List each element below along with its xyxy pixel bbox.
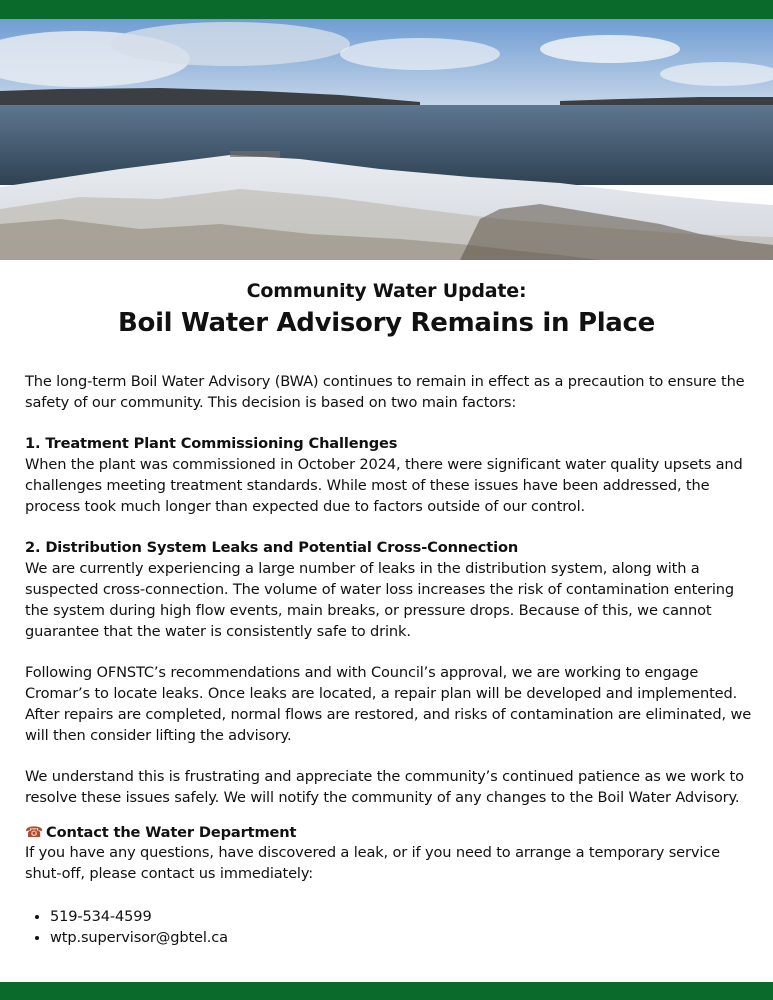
contact-list [25,906,753,948]
intro-paragraph: The long-term Boil Water Advisory (BWA) continues to remain in effect as a precaution to ensure the safety of our community. This decision is based on two main factors: [25,373,745,411]
section-2-body: We are currently experiencing a large number of leaks in the distribution system, along with a suspected cross-connection. The volume of water loss increases the risk of contamination entering the system during high flow events, main breaks, or pressure drops. Because of this, we cannot guarantee that the water is consistently safe to drink. [25,560,735,640]
hero-photo [0,19,773,260]
contact-phone[interactable]: • 519-534-4599 [50,906,753,927]
contact-text: If you have any questions, have discovered a leak, or if you need to arrange a temporary service shut-off, please contact us immediately: [25,844,720,883]
followup-paragraph: Following OFNSTC’s recommendations and with Council’s approval, we are working to engage Cromar’s to locate leaks. Once leaks are located, a repair plan will be developed and implemented. After repairs are completed, normal flows are restored, and risks of contamination are eliminated, we will then consider lifting the advisory. [25,664,752,744]
closing-paragraph: We understand this is frustrating and appreciate the community’s continued patience as we work to resolve these issues safely. We will notify the community of any changes to the Boil Water Advisory. [25,768,744,806]
bottom-green-band [0,982,773,1000]
article-body [25,372,753,948]
top-green-band [0,0,773,19]
contact-heading [25,823,753,844]
subtitle: Community Water Update: [246,280,527,302]
contact-heading-label: Contact the Water Department [46,823,297,841]
section-1-heading: 1. Treatment Plant Commissioning Challenges [25,435,398,453]
phone-icon: ☎ [25,823,44,841]
section-1-body: When the plant was commissioned in October 2024, there were significant water quality upsets and challenges meeting treatment standards. While most of these issues have been addressed, the process took much longer than expected due to factors outside of our control. [25,456,743,515]
page-title: Boil Water Advisory Remains in Place [117,308,656,338]
contact-email[interactable]: • wtp.supervisor@gbtel.ca [50,927,753,948]
section-2-heading: 2. Distribution System Leaks and Potential Cross-Connection [25,539,519,557]
